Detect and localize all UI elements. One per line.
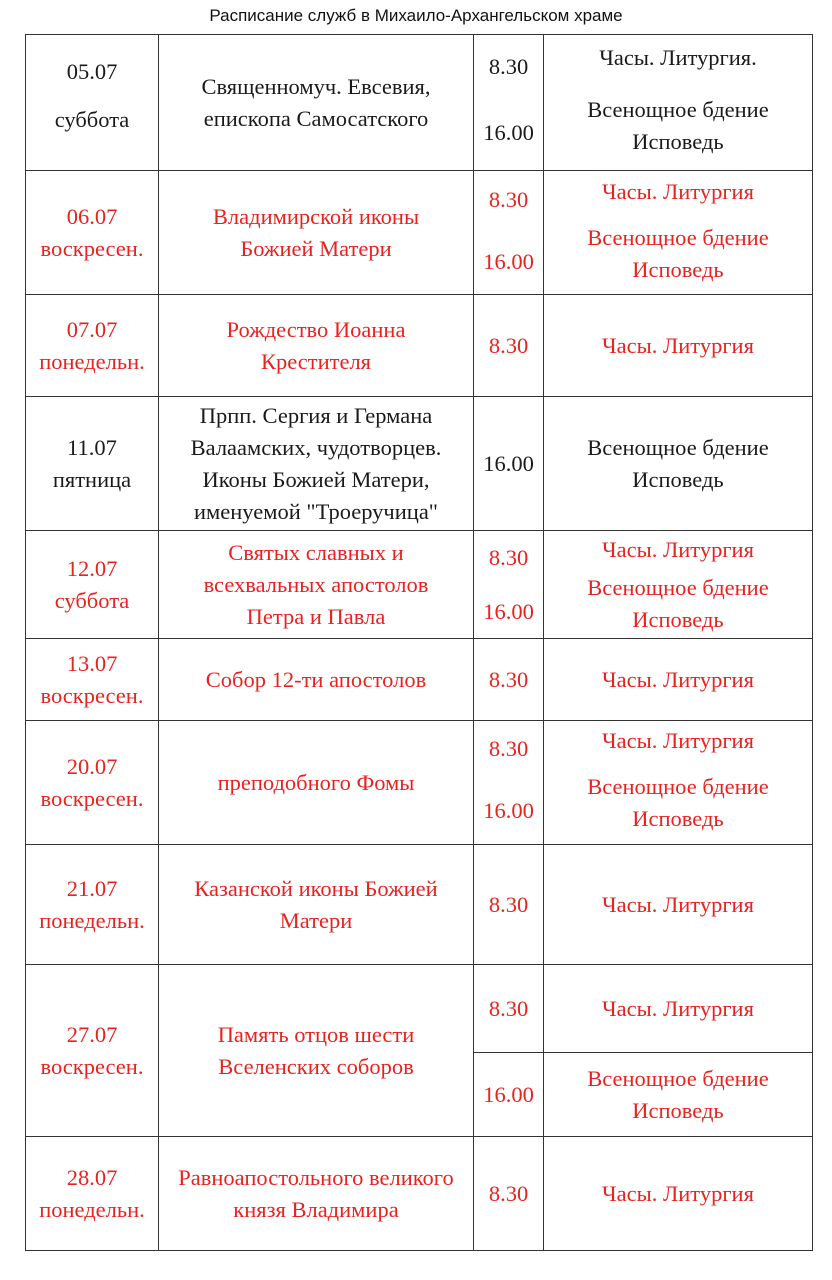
date-cell	[26, 397, 159, 531]
service-cell	[544, 965, 813, 1053]
table-row	[26, 295, 813, 397]
service-cell	[544, 35, 813, 171]
time-cell	[474, 845, 544, 965]
feast-cell	[159, 1137, 474, 1251]
feast-cell	[159, 721, 474, 845]
date: 28.07	[66, 1164, 118, 1190]
service: Часы. Литургия	[602, 995, 754, 1021]
service: Часы. Литургия	[602, 727, 754, 753]
feast-line: именуемой "Троеручица"	[193, 498, 438, 524]
weekday: пятница	[52, 466, 132, 492]
service: Часы. Литургия.	[599, 44, 757, 70]
date: 27.07	[66, 1021, 118, 1047]
date: 12.07	[66, 555, 118, 581]
time: 16.00	[483, 248, 534, 274]
service-cell	[544, 1137, 813, 1251]
feast-cell	[159, 965, 474, 1137]
service: Исповедь	[632, 606, 724, 632]
time: 8.30	[488, 332, 529, 358]
table-row	[26, 639, 813, 721]
time-cell	[474, 1137, 544, 1251]
time-cell	[474, 531, 544, 639]
time-cell	[474, 35, 544, 171]
time-cell	[474, 171, 544, 295]
date-cell	[26, 965, 159, 1137]
time: 8.30	[488, 53, 529, 79]
weekday: воскресен.	[40, 1053, 144, 1079]
date-cell	[26, 295, 159, 397]
time-cell	[474, 397, 544, 531]
service: Всенощное бдение	[587, 224, 769, 250]
date: 20.07	[66, 753, 118, 779]
service: Часы. Литургия	[602, 332, 754, 358]
service-cell	[544, 639, 813, 721]
date: 13.07	[66, 650, 118, 676]
service: Всенощное бдение	[587, 96, 769, 122]
service: Часы. Литургия	[602, 536, 754, 562]
feast-line: Владимирской иконы	[212, 203, 420, 229]
table-row	[26, 397, 813, 531]
weekday: суббота	[54, 587, 130, 613]
table-row	[26, 845, 813, 965]
table-row	[26, 965, 813, 1053]
time: 8.30	[488, 544, 529, 570]
date: 07.07	[66, 316, 118, 342]
time: 16.00	[483, 450, 534, 476]
time-cell	[474, 721, 544, 845]
service: Часы. Литургия	[602, 178, 754, 204]
feast-line: Крестителя	[260, 348, 372, 374]
date-cell	[26, 171, 159, 295]
weekday: понедельн.	[39, 348, 145, 374]
feast-cell	[159, 531, 474, 639]
weekday: понедельн.	[39, 907, 145, 933]
service-cell	[544, 295, 813, 397]
date-cell	[26, 845, 159, 965]
table-row	[26, 171, 813, 295]
service: Часы. Литургия	[602, 666, 754, 692]
time: 8.30	[488, 666, 529, 692]
date-cell	[26, 531, 159, 639]
feast-line: Иконы Божией Матери,	[202, 466, 430, 492]
feast-line: Собор 12-ти апостолов	[205, 666, 427, 692]
weekday: воскресен.	[40, 682, 144, 708]
time: 16.00	[483, 797, 534, 823]
weekday: суббота	[54, 106, 130, 132]
feast-line: Священномуч. Евсевия,	[201, 73, 431, 99]
service: Исповедь	[632, 128, 724, 154]
service: Всенощное бдение	[587, 574, 769, 600]
time: 16.00	[483, 119, 534, 145]
feast-line: Рождество Иоанна	[226, 316, 406, 342]
date-cell	[26, 1137, 159, 1251]
service: Всенощное бдение	[587, 1065, 769, 1091]
time-cell	[474, 295, 544, 397]
feast-line: епископа Самосатского	[203, 105, 429, 131]
feast-line: князя Владимира	[233, 1196, 399, 1222]
feast-line: Прпп. Сергия и Германа	[199, 402, 433, 428]
time: 16.00	[483, 1081, 534, 1107]
service: Всенощное бдение	[587, 434, 769, 460]
time: 8.30	[488, 186, 529, 212]
service: Исповедь	[632, 805, 724, 831]
feast-cell	[159, 295, 474, 397]
service-cell	[544, 845, 813, 965]
service-cell	[544, 531, 813, 639]
date-cell	[26, 639, 159, 721]
feast-cell	[159, 845, 474, 965]
table-row	[26, 1137, 813, 1251]
page-title: Расписание служб в Михаило-Архангельском храме	[209, 6, 623, 25]
time: 8.30	[488, 735, 529, 761]
feast-line: Память отцов шести	[217, 1021, 415, 1047]
service-cell	[544, 397, 813, 531]
feast-line: Равноапостольного великого	[178, 1164, 454, 1190]
feast-line: всехвальных апостолов	[203, 571, 429, 597]
feast-cell	[159, 171, 474, 295]
table-row	[26, 721, 813, 845]
feast-line: Божией Матери	[240, 235, 392, 261]
schedule-table	[25, 34, 813, 1251]
date: 21.07	[66, 875, 118, 901]
date-cell	[26, 721, 159, 845]
date: 11.07	[67, 434, 117, 460]
time: 8.30	[488, 995, 529, 1021]
feast-line: Валаамских, чудотворцев.	[190, 434, 442, 460]
table-row	[26, 35, 813, 171]
date: 06.07	[66, 203, 118, 229]
service-cell	[544, 721, 813, 845]
weekday: воскресен.	[40, 235, 144, 261]
service: Всенощное бдение	[587, 773, 769, 799]
time: 16.00	[483, 598, 534, 624]
service: Часы. Литургия	[602, 891, 754, 917]
service: Исповедь	[632, 466, 724, 492]
feast-line: Казанской иконы Божией	[194, 875, 438, 901]
service: Исповедь	[632, 1097, 724, 1123]
feast-line: Петра и Павла	[246, 603, 386, 629]
time-cell	[474, 965, 544, 1053]
feast-cell	[159, 35, 474, 171]
feast-cell	[159, 639, 474, 721]
weekday: воскресен.	[40, 785, 144, 811]
table-row	[26, 531, 813, 639]
service: Часы. Литургия	[602, 1180, 754, 1206]
weekday: понедельн.	[39, 1196, 145, 1222]
time-cell	[474, 639, 544, 721]
service: Исповедь	[632, 256, 724, 282]
feast-line: Вселенских соборов	[218, 1053, 414, 1079]
service-cell	[544, 171, 813, 295]
feast-line: Матери	[279, 907, 353, 933]
time: 8.30	[488, 1180, 529, 1206]
feast-line: Святых славных и	[228, 539, 404, 565]
feast-cell	[159, 397, 474, 531]
time-cell	[474, 1053, 544, 1137]
service-cell	[544, 1053, 813, 1137]
date: 05.07	[66, 58, 118, 84]
feast-line: преподобного Фомы	[217, 769, 415, 795]
time: 8.30	[488, 891, 529, 917]
date-cell	[26, 35, 159, 171]
